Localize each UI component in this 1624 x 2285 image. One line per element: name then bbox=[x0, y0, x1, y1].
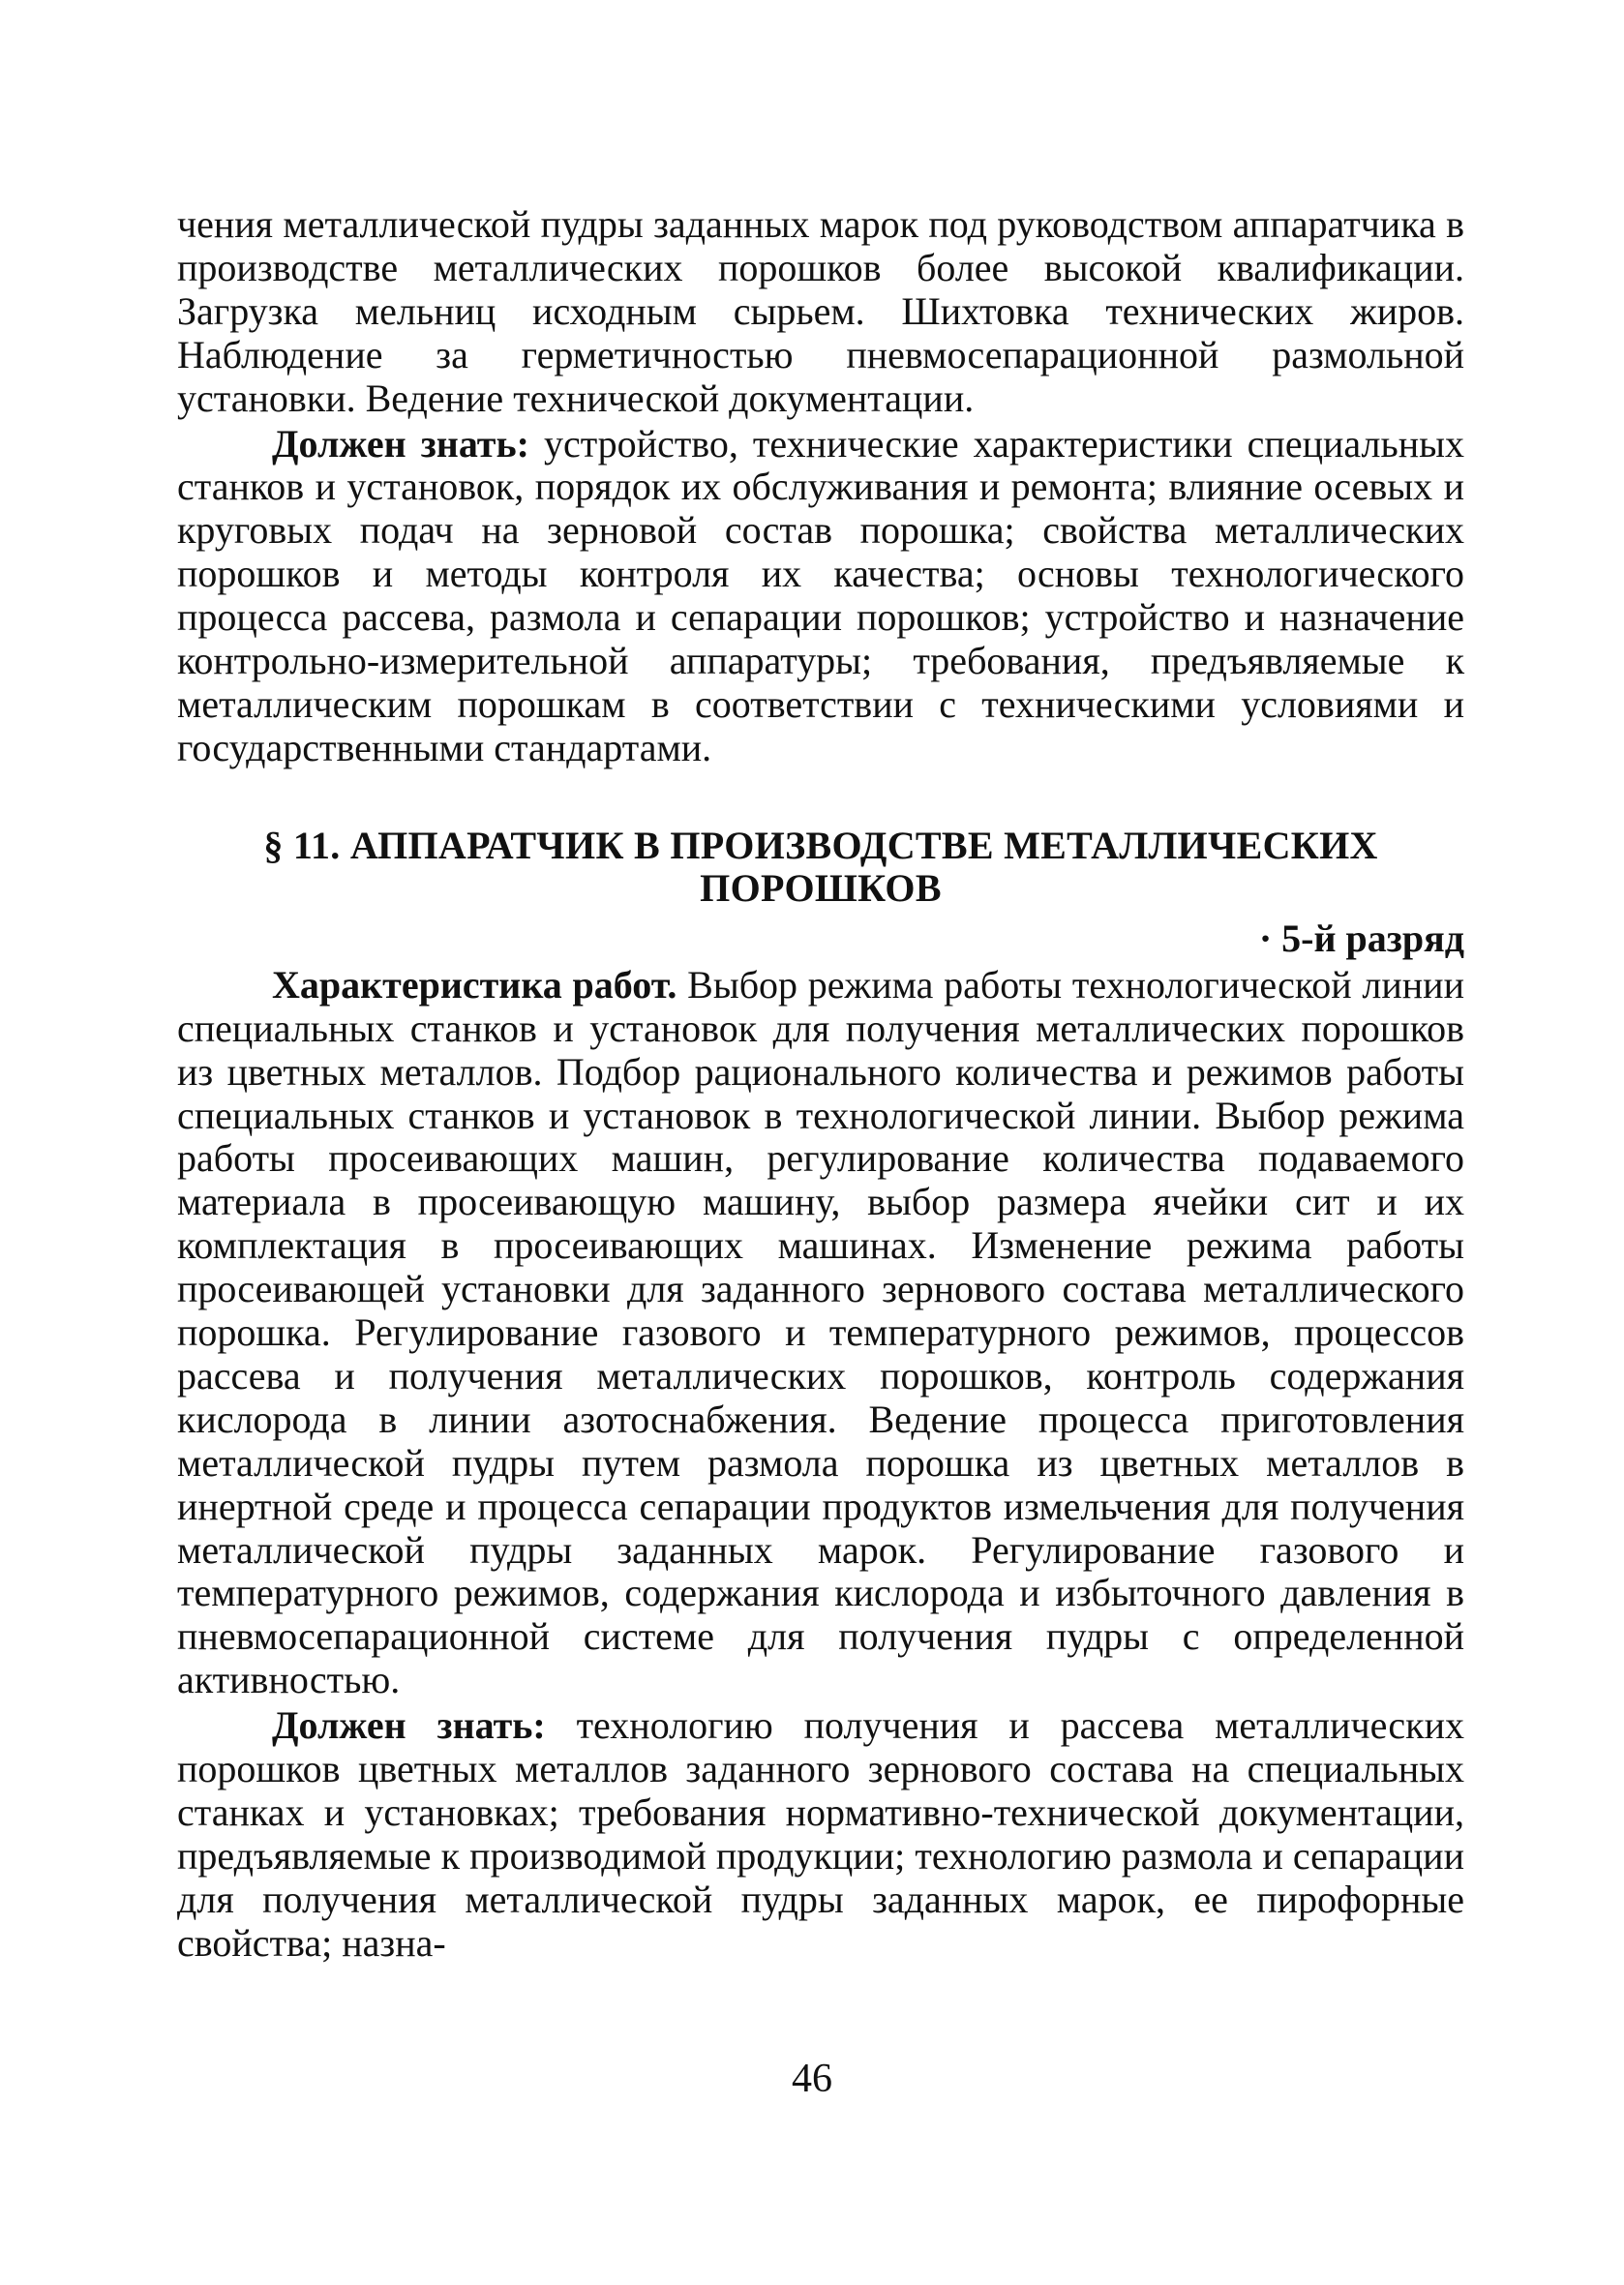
grade-label: · 5-й разряд bbox=[1258, 916, 1464, 960]
paragraph-text: устройство, технические характеристики специальных станков и установок, порядок их обслуживания и ремонта; влияние осевых и круговых подач на зерновой состав порошка; свойства металлических порошков и методы контроля их качества; основы технологического процесса рассева, размола и сепарации порошков; устройство и назначение контрольно-измерительной аппаратуры; требования, предъявляемые к металлическим порошкам в соответствии с техническими условиями и государственными стандартами. bbox=[177, 421, 1464, 769]
paragraph-continuation: чения металлической пудры заданных марок под руководством аппаратчика в производстве металлических порошков более высокой квалификации. Загрузка мельниц исходным сырьем. Шихтовка технических жиров. Наблюдение за герметичностью пневмосепарационной размольной установки. Ведение технической документации. bbox=[177, 202, 1464, 420]
paragraph-required-knowledge-1 bbox=[177, 423, 1464, 770]
paragraph-work-characteristics bbox=[177, 964, 1464, 1702]
section-heading-line-1: § 11. АППАРАТЧИК В ПРОИЗВОДСТВЕ МЕТАЛЛИЧЕСКИХ bbox=[263, 823, 1378, 867]
document-page bbox=[177, 203, 1464, 1966]
paragraph-lead: Должен знать: bbox=[272, 1703, 546, 1748]
paragraph-required-knowledge-2 bbox=[177, 1704, 1464, 1965]
paragraph-lead: Должен знать: bbox=[272, 421, 529, 466]
page-number: 46 bbox=[792, 2057, 832, 2101]
paragraph-text: Выбор режима работы технологической линии специальных станков и установок для получения металлических порошков из цветных металлов. Подбор рационального количества и режимов работы специальных станков и установок в технологической линии. Выбор режима работы просеивающих машин, регулирование количества подаваемого материала в просеивающую машину, выбор размера ячейки сит и их комплектация в просеивающих машинах. Изменение режима работы просеивающей установки для заданного зернового состава металлического порошка. Регулирование газового и температурного режимов, процессов рассева и получения металлических порошков, контроль содержания кислорода в линии азотоснабжения. Ведение процесса приготовления металлической пудры путем размола порошка из цветных металлов в инертной среде и процесса сепарации продуктов измельчения для получения металлической пудры заданных марок. Регулирование газового и температурного режимов, содержания кислорода и избыточного давления в пневмосепарационной системе для получения пудры с определенной активностью. bbox=[177, 962, 1464, 1702]
paragraph-lead: Характеристика работ. bbox=[272, 962, 677, 1007]
paragraph-text: технологию получения и рассева металлических порошков цветных металлов заданного зернового состава на специальных станках и установках; требования нормативно-технической документации, предъявляемые к производимой продукции; технологию размола и сепарации для получения металлической пудры заданных марок, ее пирофорные свойства; назна- bbox=[177, 1703, 1464, 1965]
section-heading bbox=[177, 825, 1464, 910]
section-heading-line-2: ПОРОШКОВ bbox=[700, 865, 942, 910]
